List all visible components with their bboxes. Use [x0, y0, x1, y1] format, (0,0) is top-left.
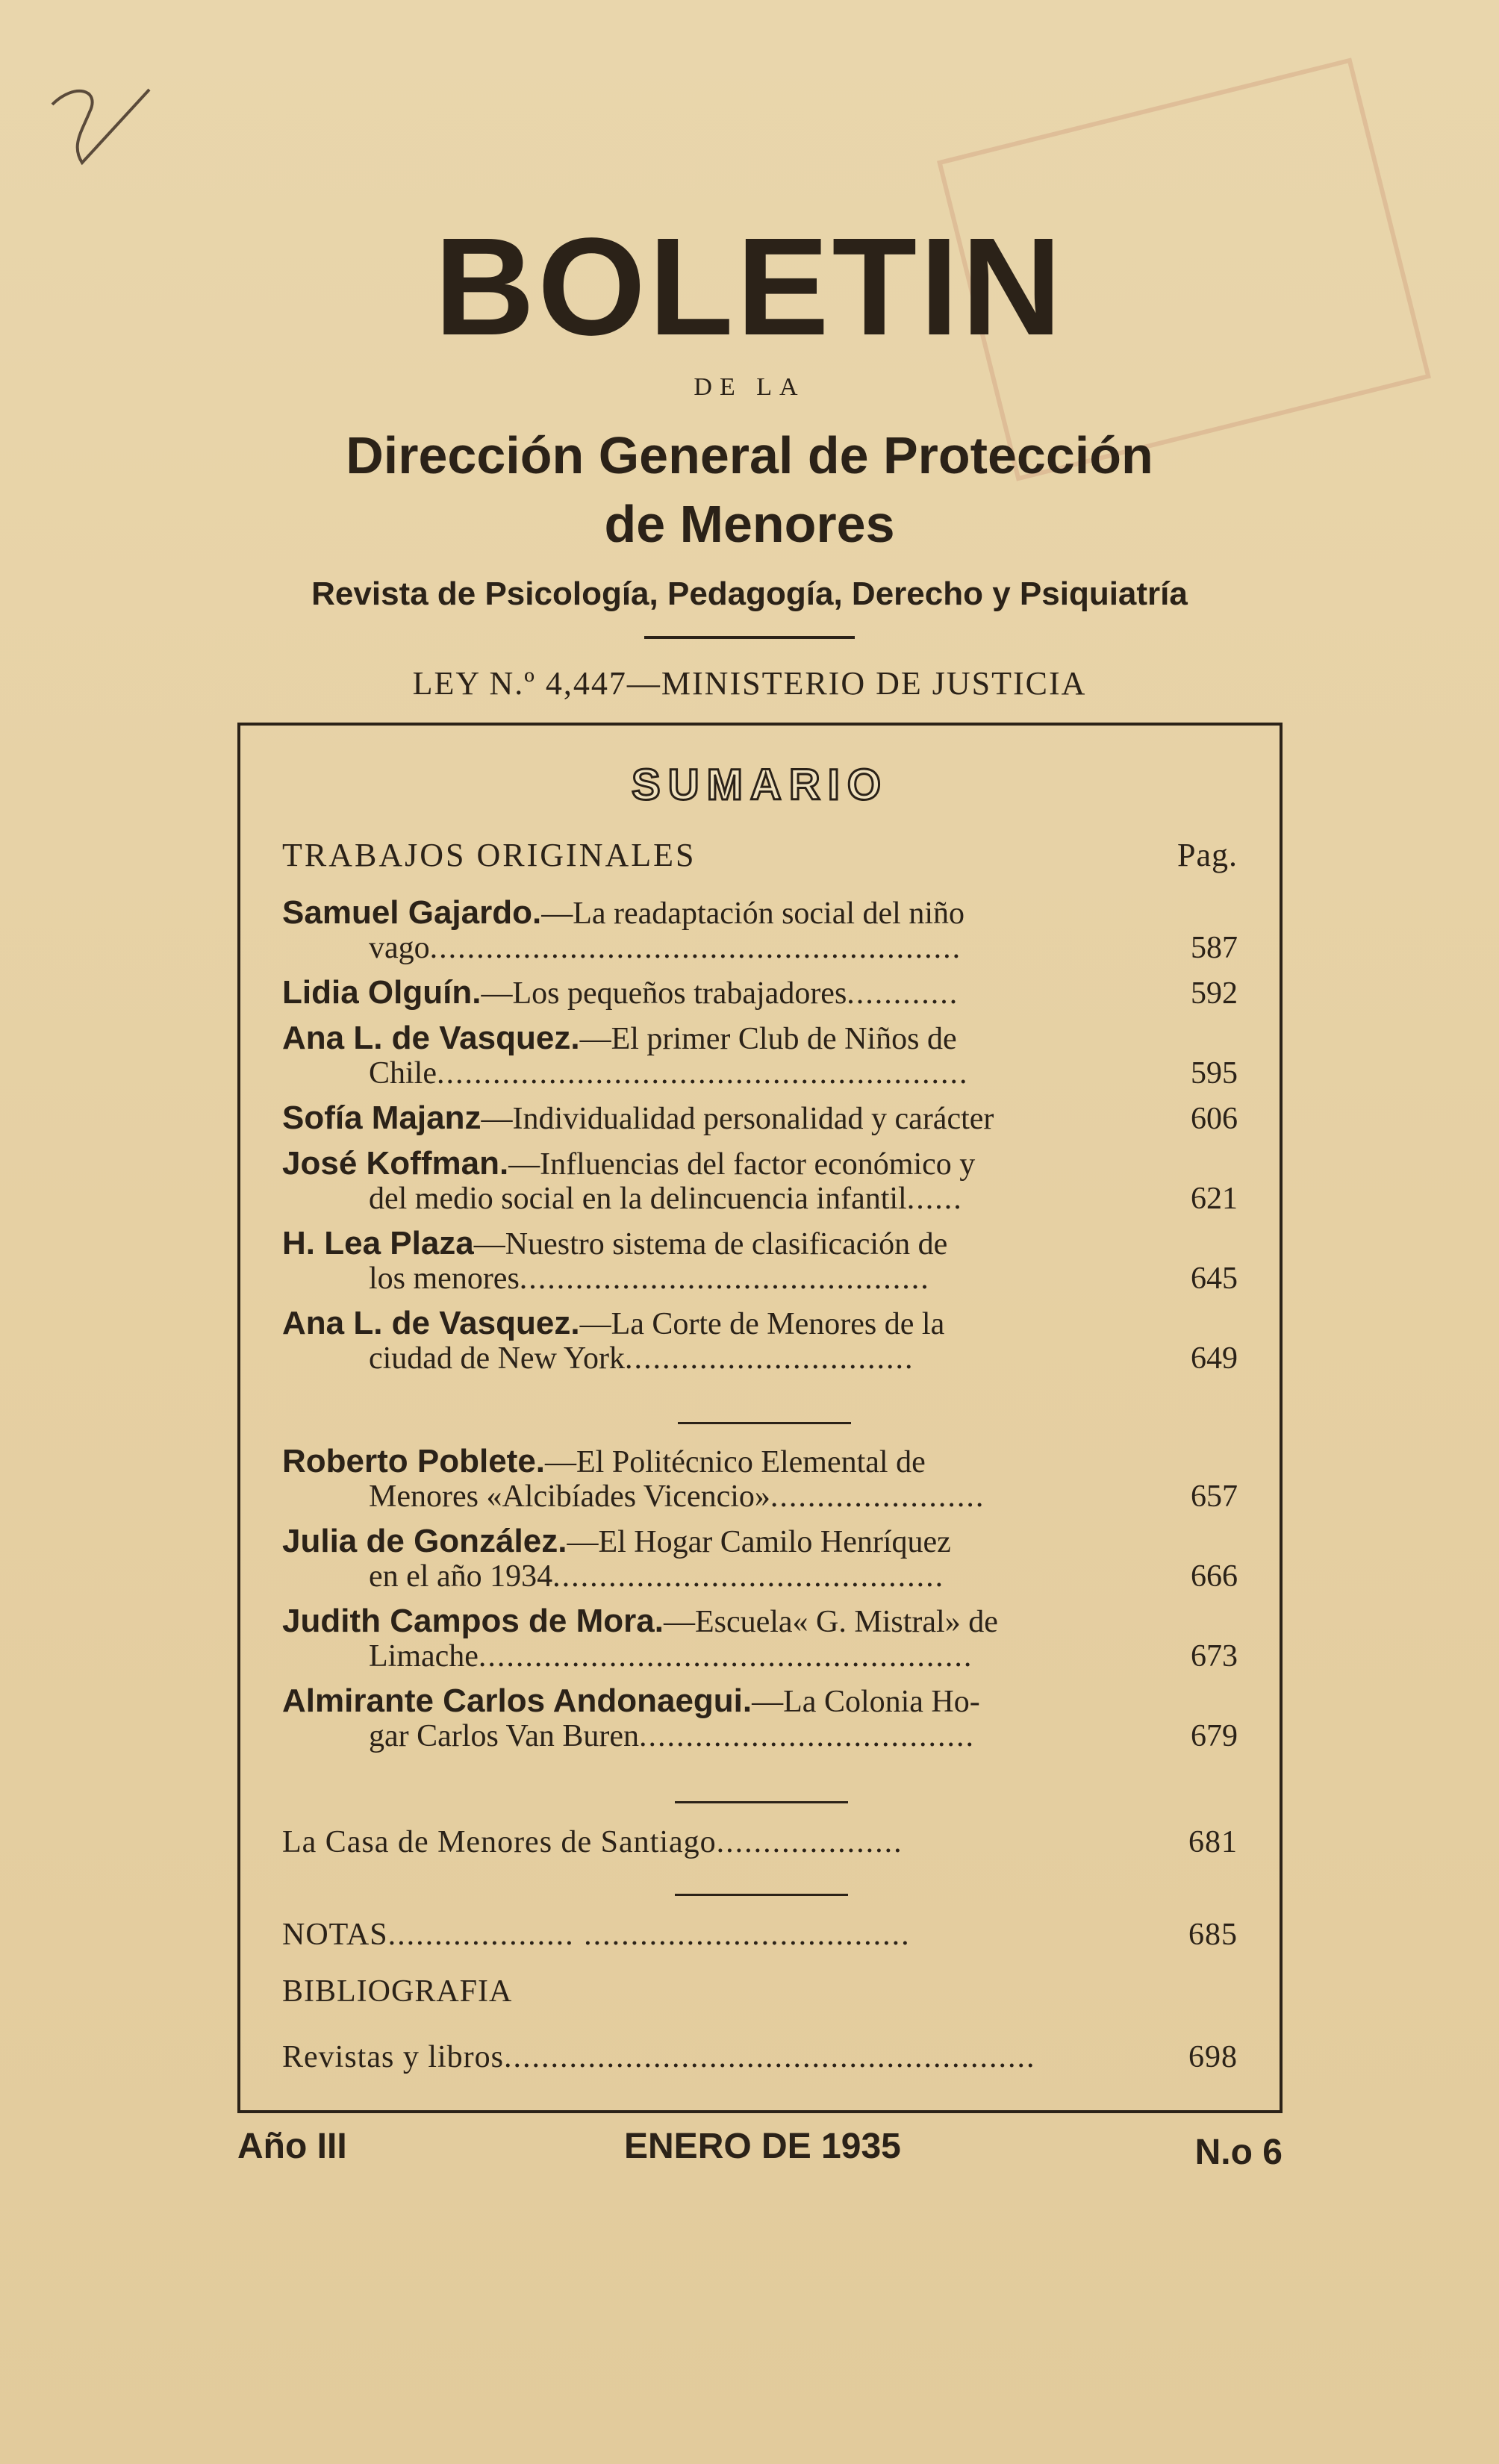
- entry-title-cont: ciudad de New York: [369, 1341, 625, 1376]
- entry-page: 595: [1191, 1056, 1238, 1091]
- bibliography-heading: [282, 1974, 1238, 2009]
- entry-page: 698: [1188, 2040, 1238, 2074]
- volume-year: Año III: [237, 2127, 347, 2166]
- toc-entry: Judith Campos de Mora.—Escuela« G. Mistral» de Limache..................................................... 673: [282, 1603, 1238, 1674]
- entry-title-cont: del medio social en la delincuencia infantil: [369, 1182, 907, 1216]
- toc-entry: H. Lea Plaza—Nuestro sistema de clasificación de los menores............................................ 645: [282, 1225, 1238, 1296]
- entry-title: —El primer Club de Niños de: [579, 1022, 957, 1056]
- toc-entry: NOTAS.................... ................................... 685: [282, 1918, 1238, 1952]
- toc-entry: Lidia Olguín.—Los pequeños trabajadores............ 592: [282, 974, 1238, 1011]
- toc-entry: José Koffman.—Influencias del factor económico y del medio social en la delincuencia infantil...... 621: [282, 1145, 1238, 1216]
- entry-title: NOTAS: [282, 1918, 388, 1952]
- entry-title: —Los pequeños trabajadores: [481, 976, 847, 1011]
- bibliography-title: BIBLIOGRAFIA: [282, 1974, 513, 2009]
- magazine-subtitle: Revista de Psicología, Pedagogía, Derecho y Psiquiatría: [311, 576, 1188, 612]
- entry-author: Ana L. de Vasquez.: [282, 1020, 580, 1056]
- entry-author: José Koffman.: [282, 1145, 509, 1182]
- entry-page: 657: [1191, 1479, 1238, 1514]
- entry-page: 666: [1191, 1559, 1238, 1594]
- entry-author: Judith Campos de Mora.: [282, 1603, 664, 1639]
- toc-entry: Roberto Poblete.—El Politécnico Elemental de Menores «Alcibíades Vicencio»....................... 657: [282, 1443, 1238, 1514]
- entry-author: Sofía Majanz: [282, 1100, 482, 1136]
- entry-author: Almirante Carlos Andonaegui.: [282, 1682, 752, 1719]
- entry-page: 673: [1191, 1639, 1238, 1674]
- entry-page: 621: [1191, 1182, 1238, 1216]
- entry-title-cont: vago: [369, 931, 430, 965]
- toc-group-1: [282, 896, 1238, 1386]
- entry-title-cont: Menores «Alcibíades Vicencio»: [369, 1479, 770, 1514]
- page-column-label: Pag.: [1177, 837, 1238, 873]
- entry-page: 681: [1188, 1825, 1238, 1859]
- divider: [675, 1801, 848, 1803]
- entry-title: —La Colonia Ho-: [752, 1685, 980, 1719]
- toc-entry: Ana L. de Vasquez.—La Corte de Menores de la ciudad de New York............................... 649: [282, 1305, 1238, 1376]
- toc-entry: [282, 1101, 1238, 1136]
- entry-title: —La Corte de Menores de la: [579, 1307, 945, 1341]
- entry-author: Julia de González.: [282, 1523, 567, 1559]
- table-of-contents-box: [237, 723, 1283, 2113]
- issue-date: ENERO DE 1935: [624, 2127, 901, 2166]
- entry-title-cont: Chile: [369, 1056, 437, 1091]
- de-la-caption: DE LA: [694, 373, 805, 401]
- entry-title: —Individualidad personalidad y carácter: [481, 1102, 994, 1136]
- agency-line-1: Dirección General de Protección: [346, 426, 1153, 484]
- law-ministry-line: LEY N.º 4,447—MINISTERIO DE JUSTICIA: [412, 665, 1087, 702]
- entry-author: Lidia Olguín.: [282, 974, 482, 1011]
- entry-author: H. Lea Plaza: [282, 1225, 474, 1261]
- entry-author: Samuel Gajardo.: [282, 894, 542, 931]
- entry-page: 679: [1191, 1719, 1238, 1753]
- entry-title: La Casa de Menores de Santiago: [282, 1825, 717, 1859]
- cover-footer: [237, 2126, 1283, 2178]
- entry-title-cont: los menores: [369, 1261, 520, 1296]
- handwritten-mark: [30, 75, 157, 179]
- toc-entry: Almirante Carlos Andonaegui.—La Colonia Ho- gar Carlos Van Buren.................................... 679: [282, 1682, 1238, 1753]
- section-heading: [282, 836, 1238, 881]
- entry-title: —Nuestro sistema de clasificación de: [473, 1227, 948, 1261]
- entry-title: —Influencias del factor económico y: [508, 1147, 976, 1182]
- toc-entry: Samuel Gajardo.—La readaptación social del niño vago......................................................... 587: [282, 894, 1238, 965]
- magazine-title: BOLETIN: [434, 210, 1065, 364]
- entry-page: 685: [1188, 1918, 1238, 1952]
- toc-entry: La Casa de Menores de Santiago.................... 681: [282, 1825, 1238, 1859]
- section-title: TRABAJOS ORIGINALES: [282, 837, 696, 873]
- entry-title-cont: en el año 1934: [369, 1559, 553, 1594]
- issue-number: N.o 6: [1194, 2133, 1283, 2172]
- toc-entry: Julia de González.—El Hogar Camilo Henríquez en el año 1934.......................................... 666: [282, 1523, 1238, 1594]
- toc-entry: Revistas y libros......................................................... 698: [282, 2040, 1238, 2074]
- divider: [675, 1894, 848, 1896]
- entry-title: —La readaptación social del niño: [541, 896, 965, 931]
- divider: [644, 636, 855, 639]
- entry-author: Roberto Poblete.: [282, 1443, 546, 1479]
- entry-page: 645: [1191, 1261, 1238, 1296]
- entry-page: 649: [1191, 1341, 1238, 1376]
- entry-title-cont: Limache: [369, 1639, 479, 1674]
- divider: [678, 1422, 851, 1424]
- entry-title: —El Politécnico Elemental de: [545, 1445, 926, 1479]
- summary-heading: SUMARIO: [632, 761, 888, 809]
- entry-title: —Escuela« G. Mistral» de: [663, 1605, 998, 1639]
- agency-name: [0, 421, 1499, 558]
- toc-group-2: [282, 1444, 1238, 1764]
- entry-title: —El Hogar Camilo Henríquez: [567, 1525, 951, 1559]
- masthead: [0, 210, 1499, 706]
- entry-title: Revistas y libros: [282, 2040, 504, 2074]
- entry-page: 606: [1191, 1102, 1238, 1136]
- entry-page: 587: [1191, 931, 1238, 965]
- entry-page: 592: [1191, 976, 1238, 1011]
- entry-title-cont: gar Carlos Van Buren: [369, 1719, 639, 1753]
- toc-entry: Ana L. de Vasquez.—El primer Club de Niños de Chile......................................................... 595: [282, 1020, 1238, 1091]
- agency-line-2: de Menores: [604, 495, 895, 553]
- entry-author: Ana L. de Vasquez.: [282, 1305, 580, 1341]
